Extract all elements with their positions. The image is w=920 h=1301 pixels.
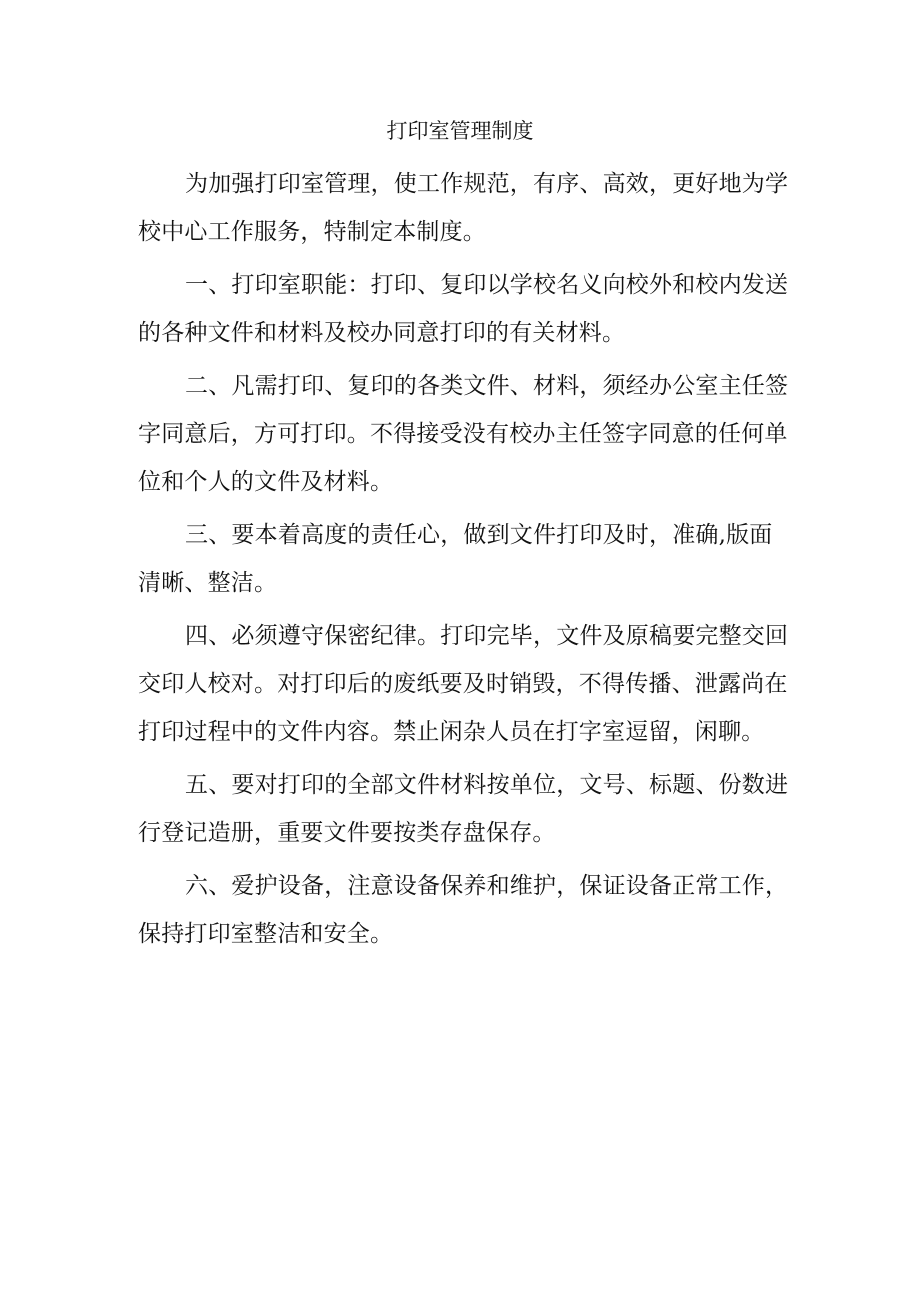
paragraph-item-6: 六、爱护设备，注意设备保养和维护，保证设备正常工作，保持打印室整洁和安全。 [138,873,789,947]
document-title: 打印室管理制度 [386,119,534,143]
paragraph-item-5: 五、要对打印的全部文件材料按单位，文号、标题、份数进行登记造册，重要文件要按类存盘保存。 [138,772,789,846]
document-body [138,160,790,963]
paragraph-item-1: 一、打印室职能：打印、复印以学校名义向校外和校内发送的各种文件和材料及校办同意打印的有关材料。 [138,272,789,346]
paragraph-item-3: 三、要本着高度的责任心，做到文件打印及时，准确,版面清晰、整洁。 [138,522,773,596]
paragraph-item-2: 二、凡需打印、复印的各类文件、材料，须经办公室主任签字同意后，方可打印。不得接受没有校办主任签字同意的任何单位和个人的文件及材料。 [138,373,789,495]
paragraph-item-4: 四、必须遵守保密纪律。打印完毕，文件及原稿要完整交回交印人校对。对打印后的废纸要及时销毁，不得传播、泄露尚在打印过程中的文件内容。禁止闲杂人员在打字室逗留，闲聊。 [138,623,789,745]
paragraph-intro: 为加强打印室管理，使工作规范，有序、高效，更好地为学校中心工作服务，特制定本制度。 [138,171,789,245]
